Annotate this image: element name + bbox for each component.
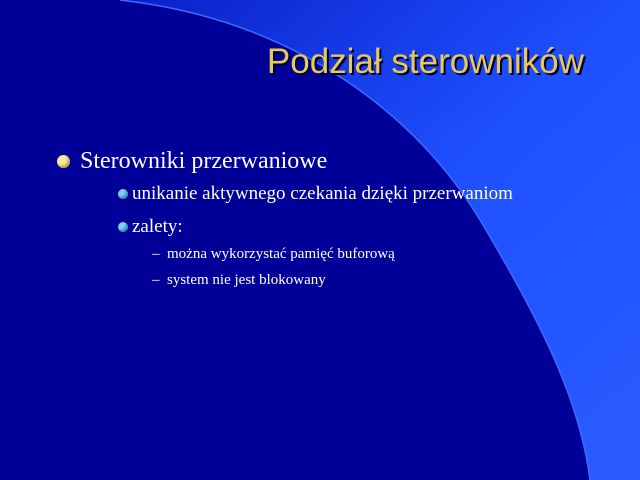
bullet-dot-icon xyxy=(118,222,128,232)
dash-bullet-icon: – xyxy=(152,272,160,288)
dash-bullet-icon: – xyxy=(152,246,160,262)
bullet-level3: system nie jest blokowany xyxy=(167,272,326,288)
slide-title: Podział sterowników xyxy=(266,42,584,81)
bullet-level1: Sterowniki przerwaniowe xyxy=(80,148,328,174)
bullet-level3: można wykorzystać pamięć buforową xyxy=(167,246,395,262)
bullet-dot-icon xyxy=(118,189,128,199)
bullet-level2: zalety: xyxy=(132,216,183,237)
bullet-dot-icon xyxy=(57,155,70,168)
bullet-level2: unikanie aktywnego czekania dzięki przerwaniom xyxy=(132,183,513,204)
